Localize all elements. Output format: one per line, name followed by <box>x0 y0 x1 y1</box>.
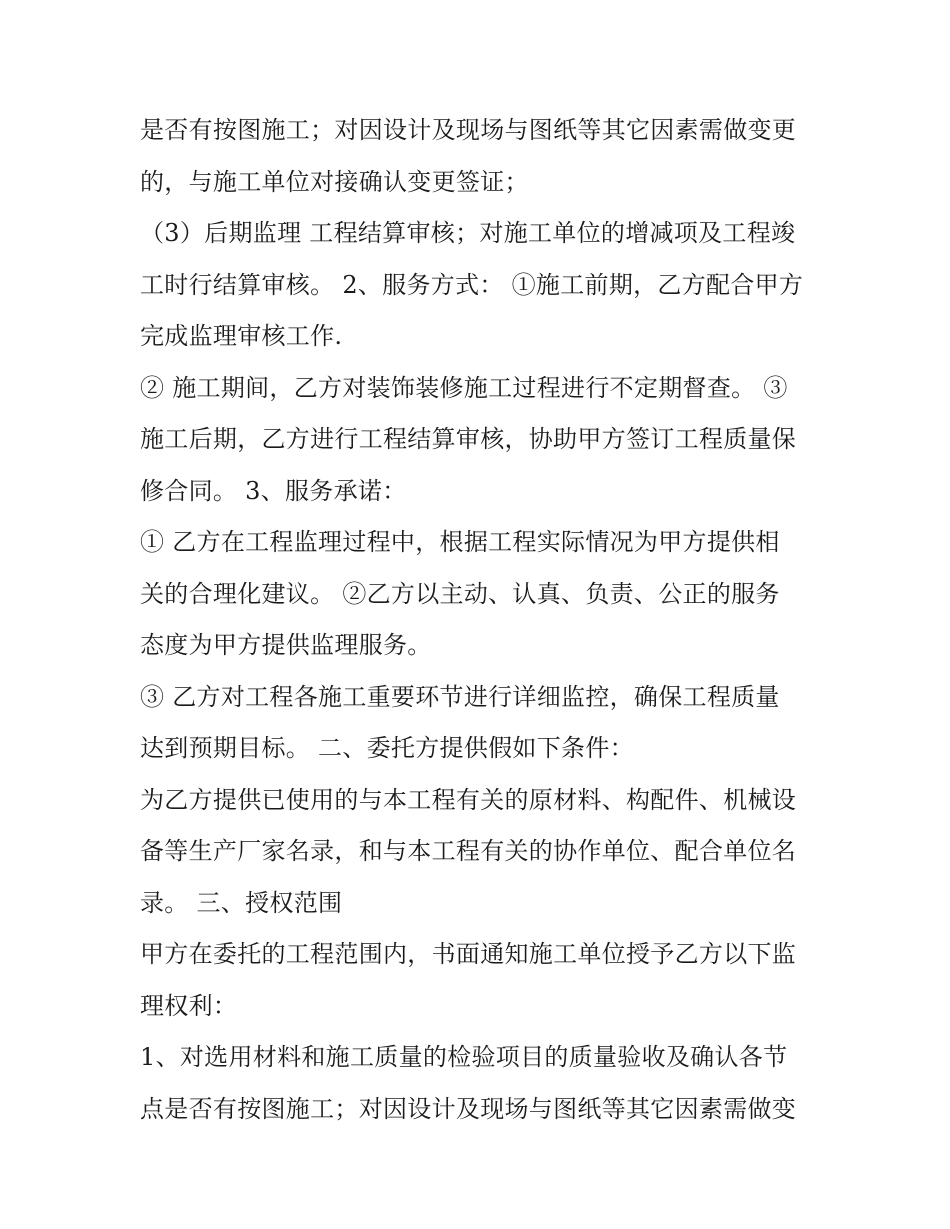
text-line: 施工后期，乙方进行工程结算审核，协助甲方签订工程质量保 <box>140 425 797 453</box>
text-line: 为乙方提供已使用的与本工程有关的原材料、构配件、机械设 <box>140 785 797 814</box>
document-body <box>140 105 820 1135</box>
text-line: 完成监理审核工作. <box>140 322 343 350</box>
text-line: 达到预期目标。 二、委托方提供假如下条件： <box>140 734 634 762</box>
text-line: 1、对选用材料和施工质量的检验项目的质量验收及确认各节 <box>140 1043 788 1071</box>
text-line: 点是否有按图施工；对因设计及现场与图纸等其它因素需做变 <box>140 1094 797 1123</box>
text-line: 工时行结算审核。 2、服务方式： ①施工前期，乙方配合甲方 <box>140 270 804 299</box>
text-line: 是否有按图施工；对因设计及现场与图纸等其它因素需做变更 <box>140 116 797 144</box>
text-line: 理权利： <box>140 991 238 1020</box>
text-line: （3）后期监理 工程结算审核；对施工单位的增减项及工程竣 <box>140 219 796 247</box>
text-line: 录。 三、授权范围 <box>140 888 343 917</box>
text-line: 的，与施工单位对接确认变更签证； <box>140 167 529 196</box>
text-line: 关的合理化建议。 ②乙方以主动、认真、负责、公正的服务 <box>140 579 780 608</box>
text-line: ① 乙方在工程监理过程中，根据工程实际情况为甲方提供相 <box>140 528 780 556</box>
text-line: 修合同。 3、服务承诺： <box>140 476 407 505</box>
text-line: 备等生产厂家名录，和与本工程有关的协作单位、配合单位名 <box>140 837 797 865</box>
text-line: 态度为甲方提供监理服务。 <box>140 631 432 659</box>
text-line: ③ 乙方对工程各施工重要环节进行详细监控，确保工程质量 <box>140 682 780 711</box>
text-line: 甲方在委托的工程范围内，书面通知施工单位授予乙方以下监 <box>140 940 797 968</box>
text-line: ② 施工期间，乙方对装饰装修施工过程进行不定期督查。 ③ <box>140 373 788 402</box>
